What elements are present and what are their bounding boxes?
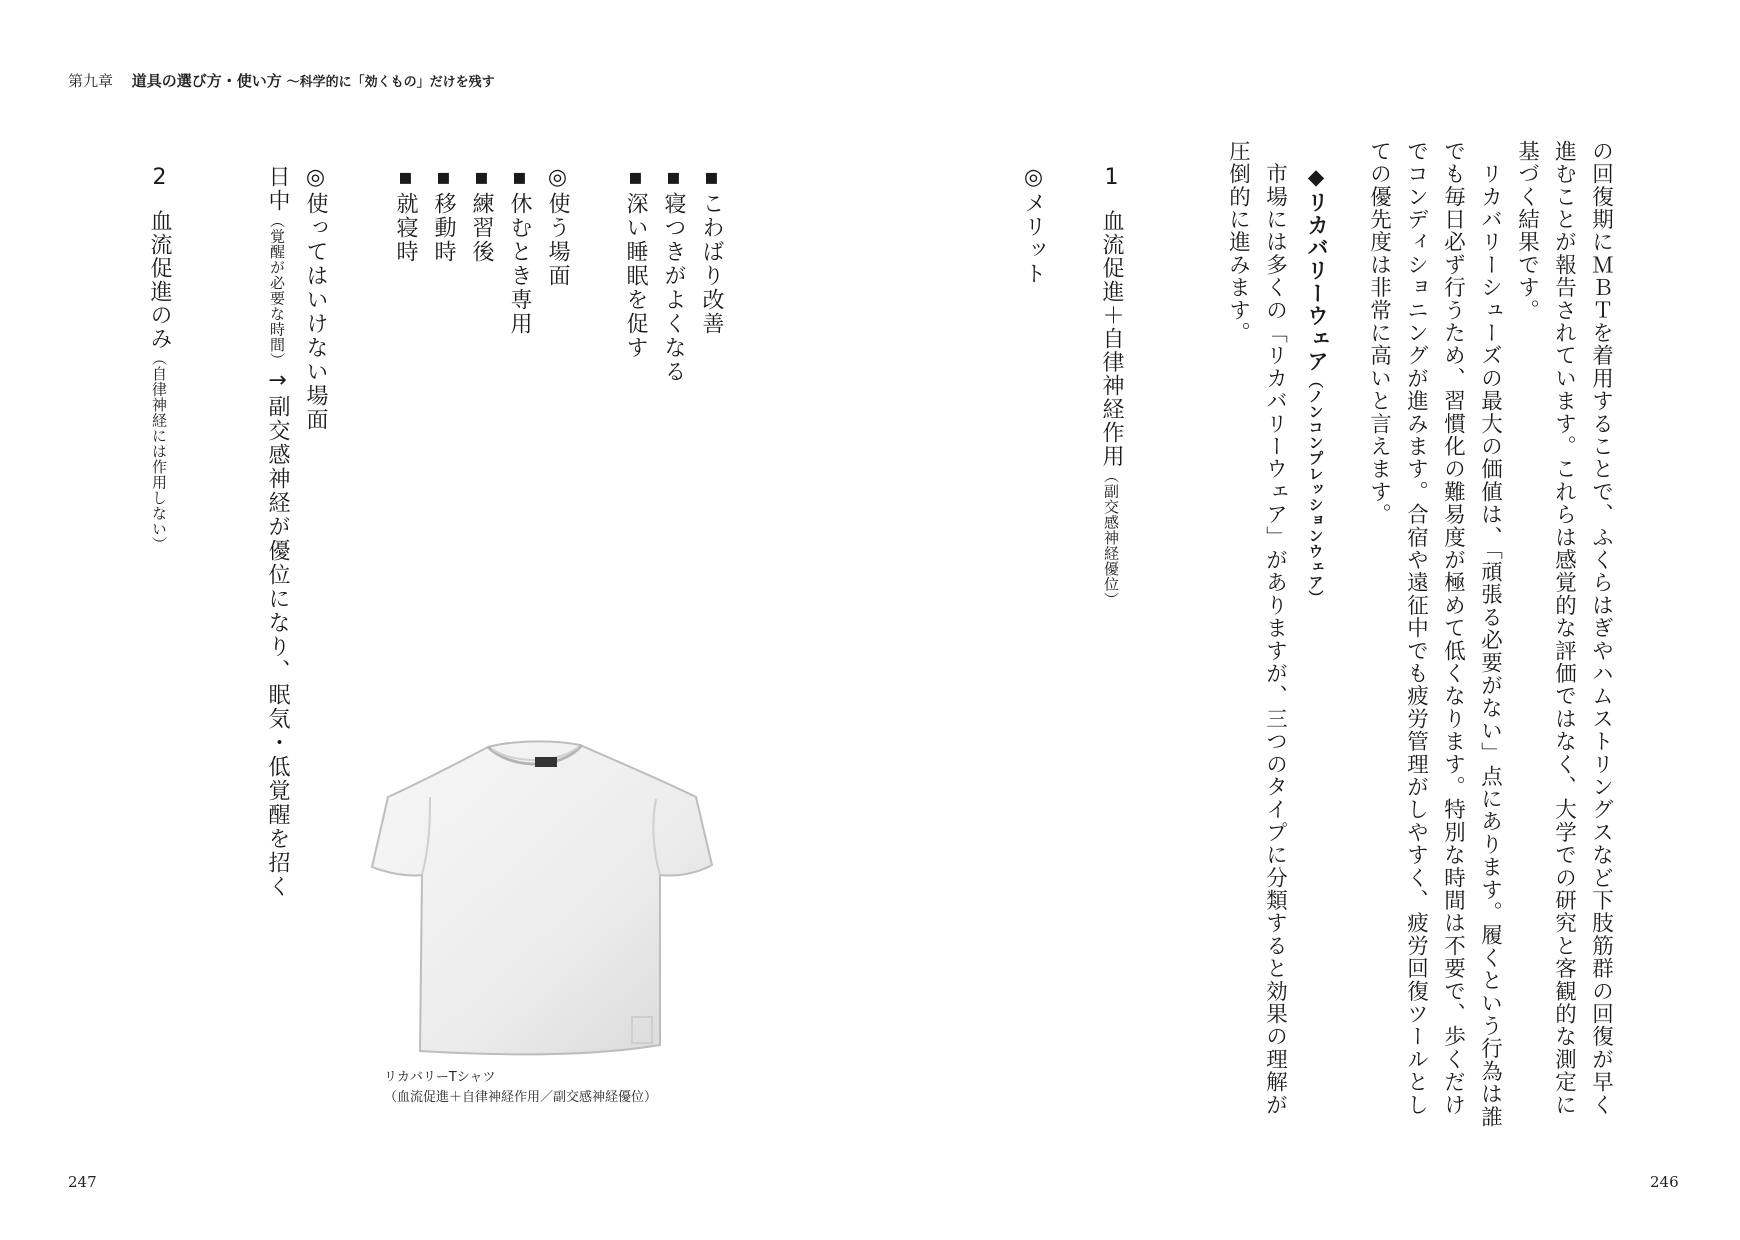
merit-item: ▪寝つきがよくなる — [661, 165, 686, 384]
chapter-title: 道具の選び方・使い方 — [131, 72, 282, 90]
page-number-left: 247 — [68, 1173, 97, 1191]
section-heading-note: （ノンコンプレッションウェア） — [1306, 372, 1325, 606]
merit-item: ▪深い睡眠を促す — [623, 165, 648, 360]
use-item: ▪就寝時 — [393, 165, 418, 264]
item2-note: （自律神経には作用しない） — [150, 350, 168, 552]
caption-line: （血流促進＋自律神経作用／副交感神経優位） — [384, 1090, 658, 1105]
no-use-text: →副交感神経が優位になり、眠気・低覚醒を招く — [265, 368, 290, 899]
t-shirt-photo — [360, 735, 740, 1065]
body-line: 進むことが報告されています。これらは感覚的な評価ではなく、大学での研究と客観的な測定に — [1551, 140, 1577, 1117]
merit-item: ▪こわばり改善 — [699, 165, 724, 336]
running-header — [68, 70, 495, 91]
item1-note: （副交感神経優位） — [1102, 468, 1120, 608]
use-item: ▪移動時 — [431, 165, 456, 264]
page-number-right: 246 — [1650, 1173, 1679, 1191]
merit-label: ◎メリット — [1021, 165, 1046, 286]
item2-title: 血流促進のみ — [147, 209, 172, 351]
chapter-label: 第九章 — [68, 72, 114, 90]
no-use-note: （覚醒が必要な時間） — [268, 213, 286, 368]
use-item: ▪休むとき専用 — [507, 165, 532, 336]
no-use-prefix: 日中 — [265, 165, 290, 213]
body-line: の回復期にＭＢＴを着用することで、ふくらはぎやハムストリングスなど下肢筋群の回復が早く — [1588, 140, 1614, 1117]
body-line: リカバリーシューズの最大の価値は、「頑張る必要がない」点にあります。履くという行為は誰 — [1477, 140, 1503, 1129]
no-use-label: ◎使ってはいけない場面 — [303, 165, 328, 432]
body-line: でコンディショニングが進みます。合宿や遠征中でも疲労管理がしやすく、疲労回復ツールとし — [1403, 140, 1429, 1117]
section-heading — [1305, 165, 1327, 605]
no-use-line — [266, 165, 288, 899]
section-line: 圧倒的に進みます。 — [1225, 140, 1251, 345]
use-item: ▪練習後 — [469, 165, 494, 264]
chapter-subtitle: 〜科学的に「効くもの」だけを残す — [286, 75, 495, 90]
item1-heading — [1100, 165, 1122, 608]
item1-number: 1 — [1099, 165, 1124, 192]
use-label: ◎使う場面 — [545, 165, 570, 288]
body-line: 基づく結果です。 — [1514, 140, 1540, 322]
photo-caption — [384, 1068, 657, 1108]
section-heading-text: ◆リカバリーウェア — [1303, 165, 1329, 373]
item2-number: 2 — [147, 165, 172, 192]
caption-line: リカバリーTシャツ — [384, 1070, 496, 1085]
section-line: 市場には多くの「リカバリーウェア」がありますが、三つのタイプに分類すると効果の理解が — [1262, 140, 1288, 1117]
body-line: ての優先度は非常に高いと言えます。 — [1366, 140, 1392, 526]
item2-heading — [148, 165, 170, 552]
item1-title: 血流促進＋自律神経作用 — [1099, 209, 1124, 468]
body-line: でも毎日必ず行うため、習慣化の難易度が極めて低くなります。特別な時間は不要で、歩くだけ — [1440, 140, 1466, 1117]
